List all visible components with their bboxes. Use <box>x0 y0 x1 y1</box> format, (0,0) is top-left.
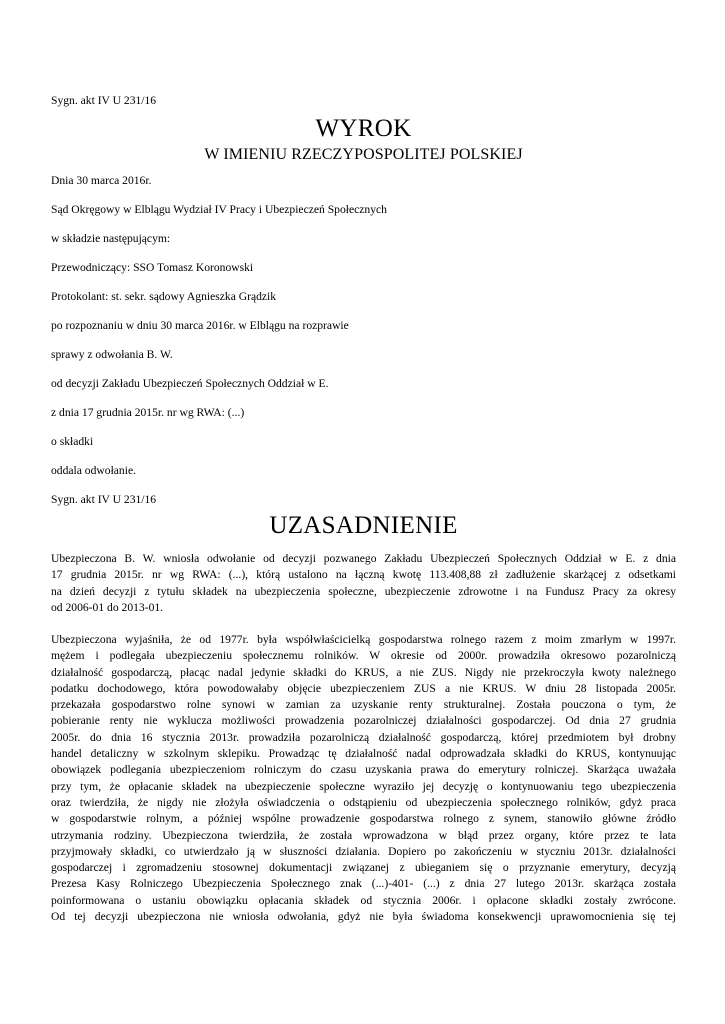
paragraph-line: przekazała gospodarstwo rolne synowi w zamian za uzyskanie renty strukturalnej. Została pouczona o tym, że <box>51 698 676 712</box>
paragraph-line: podatku dochodowego, która powodowałaby objęcie ubezpieczeniem ZUS a nie KRUS. W dniu 28 listopada 2005r. <box>51 681 676 695</box>
paragraph-line: poinformowana o ustaniu obowiązku opłacania składek od stycznia 2006r. i opłacone składki zostały zwrócone. <box>51 893 676 907</box>
paragraph-line: pobieranie renty nie wyklucza możliwości prowadzenia pozarolniczej działalności gospodarczej. Od dnia 27 grudnia <box>51 714 676 728</box>
case-reference: Sygn. akt IV U 231/16 <box>51 94 157 107</box>
paragraph-line: przy tym, że opłacanie składek na ubezpieczenie społeczne wyraziło jej decyzję o kontynuowaniu tego ubezpieczenia <box>51 779 676 793</box>
paragraph-line: Od tej decyzji ubezpieczona nie wniosła odwołania, gdyż nie była świadoma konsekwencji uprawomocnienia się tej <box>51 910 676 924</box>
appealed-decision: od decyzji Zakładu Ubezpieczeń Społecznych Oddział w E. <box>51 377 329 390</box>
justification-title: UZASADNIENIE <box>269 512 458 539</box>
paragraph-line: gospodarczej i zgromadzeniu stosownej dokumentacji związanej z ubieganiem się o przyznanie emerytury, decyzją <box>51 861 676 875</box>
case-subject: o składki <box>51 435 94 448</box>
paragraph-line: Ubezpieczona B. W. wniosła odwołanie od decyzji pozwanego Zakładu Ubezpieczeń Społecznych Oddział w E. z dnia <box>51 552 676 565</box>
judgment-title: WYROK <box>315 115 412 142</box>
case-parties: sprawy z odwołania B. W. <box>51 348 173 361</box>
decision-date: z dnia 17 grudnia 2015r. nr wg RWA: (...) <box>51 406 245 419</box>
paragraph-line: utrzymania rodziny. Ubezpieczona twierdziła, że została wprowadzona w błąd przez organy, które przez te lata <box>51 828 676 842</box>
composition-line: w składzie następującym: <box>51 232 171 245</box>
paragraph-line: Ubezpieczona wyjaśniła, że od 1977r. była współwłaścicielką gospodarstwa rolnego razem z moim zmarłym w 1997r. <box>51 633 676 646</box>
paragraph-line: przyjmowały składki, co utwierdzało ją w słuszności działania. Dopiero po zakończeniu w styczniu 2013r. działalności <box>51 844 676 858</box>
court-name: Sąd Okręgowy w Elblągu Wydział IV Pracy i Ubezpieczeń Społecznych <box>51 203 387 216</box>
court-clerk: Protokolant: st. sekr. sądowy Agnieszka Grądzik <box>51 290 277 303</box>
presiding-judge: Przewodniczący: SSO Tomasz Koronowski <box>51 261 254 274</box>
justification-paragraph-1 <box>51 551 676 616</box>
paragraph-line: oraz twierdziła, że nigdy nie złożyła oświadczenia o odstąpieniu od ubezpieczenia społecznego rolników, gdyż praca <box>51 795 676 809</box>
paragraph-line: mężem i podlegała ubezpieczeniu społecznemu rolników. W okresie od 2000r. prowadziła okresowo pozarolniczą <box>51 649 676 663</box>
paragraph-line: obowiązek podlegania ubezpieczeniom rolniczym do czasu uzyskania prawa do emerytury rolniczej. Skarżąca uważała <box>51 763 676 777</box>
paragraph-line: na dzień decyzji z tytułu składek na ubezpieczenia społeczne, ubezpieczenie zdrowotne i na Fundusz Pracy za okresy <box>51 584 676 598</box>
paragraph-line: działalność gospodarczą, płacąc nadal jedynie składki do KRUS, a nie ZUS. Nigdy nie przekroczyła kwoty należnego <box>51 665 676 679</box>
judgment-date: Dnia 30 marca 2016r. <box>51 174 152 187</box>
paragraph-line: 2005r. do dnia 16 stycznia 2013r. prowadziła pozarolniczą działalność gospodarczą, której przedmiotem był drobny <box>51 730 676 744</box>
judgment-subtitle: W IMIENIU RZECZYPOSPOLITEJ POLSKIEJ <box>204 146 523 163</box>
paragraph-line: 17 grudnia 2015r. nr wg RWA: (...), którą ustalono na łączną kwotę 113.408,88 zł zadłużenie skarżącej z odsetkami <box>51 568 676 582</box>
paragraph-line: od 2006-01 do 2013-01. <box>51 600 164 614</box>
justification-paragraph-2 <box>51 632 676 925</box>
paragraph-line: Prezesa Kasy Rolniczego Ubezpieczenia Społecznego znak (...)-401- (...) z dnia 27 lutego 2013r. skarżąca została <box>51 877 676 891</box>
paragraph-line: handel detaliczny w szkolnym sklepiku. Prowadząc tę działalność nadal odprowadzała składki do KRUS, kontynuując <box>51 747 676 761</box>
hearing-info: po rozpoznaniu w dniu 30 marca 2016r. w Elblągu na rozprawie <box>51 319 349 332</box>
ruling: oddala odwołanie. <box>51 464 136 477</box>
case-reference-2: Sygn. akt IV U 231/16 <box>51 493 157 506</box>
paragraph-line: w gospodarstwie rolnym, a później wspólne prowadzenie gospodarstwa rolnego z synem, stanowiło główne źródło <box>51 812 676 826</box>
